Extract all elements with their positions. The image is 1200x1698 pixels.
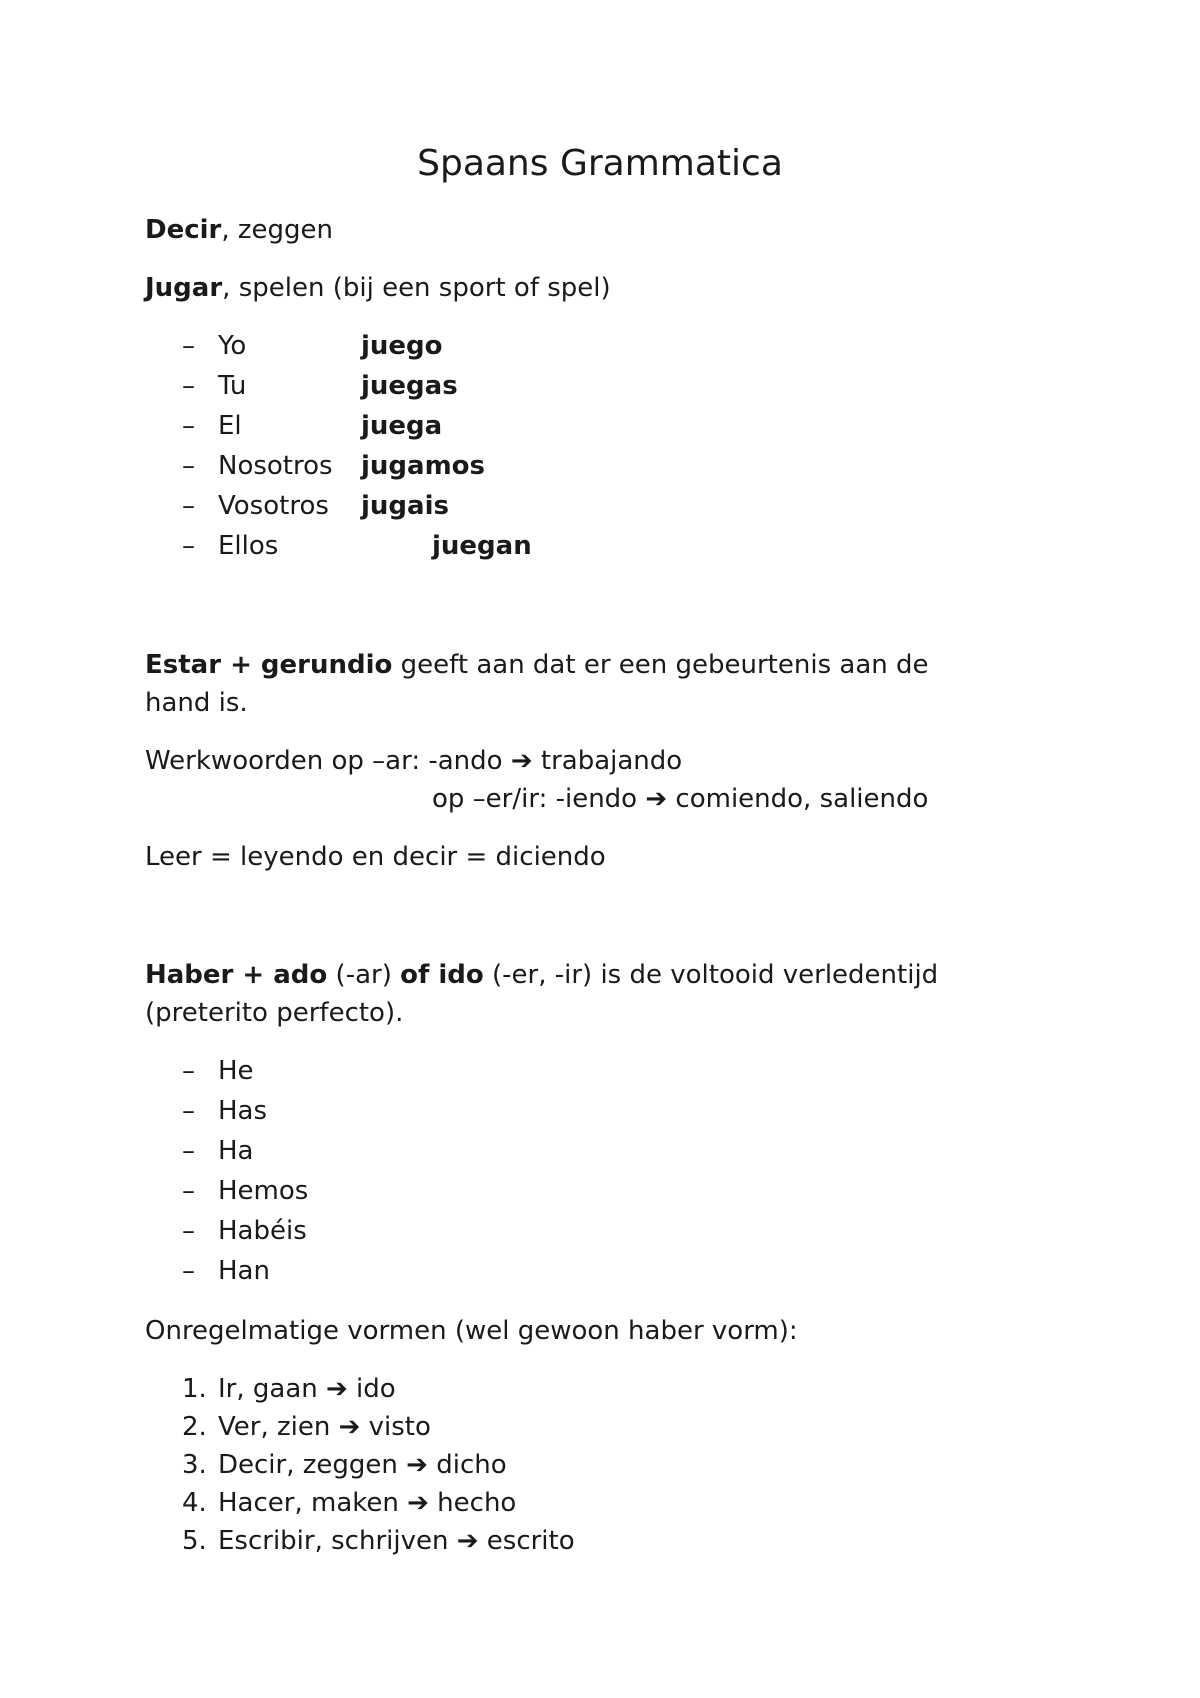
arrow-icon: ➔: [407, 1488, 429, 1518]
list-dash: –: [182, 1256, 195, 1286]
arrow-icon: ➔: [406, 1450, 428, 1480]
list-dash: –: [182, 451, 195, 481]
list-item: [218, 1410, 431, 1444]
irregular-verb: Escribir, schrijven: [218, 1526, 457, 1556]
leer-line: Leer = leyendo en decir = diciendo: [145, 842, 606, 872]
list-item: [218, 1372, 396, 1406]
pronoun: El: [218, 411, 242, 441]
verb-form: jugamos: [361, 451, 486, 481]
pronoun: Nosotros: [218, 451, 333, 481]
list-dash: –: [182, 1176, 195, 1206]
irregular-verb: Ver, zien: [218, 1412, 339, 1442]
list-item: [218, 1448, 507, 1482]
list-number: 5.: [182, 1526, 207, 1556]
list-item: [218, 1486, 516, 1520]
pronoun: Ellos: [218, 531, 279, 561]
arrow-icon: ➔: [510, 746, 533, 776]
irregular-participle: escrito: [478, 1526, 575, 1556]
list-dash: –: [182, 1216, 195, 1246]
verb-form: juegas: [361, 371, 458, 401]
irregular-participle: dicho: [427, 1450, 507, 1480]
list-dash: –: [182, 411, 195, 441]
werkwoorden-ar: Werkwoorden op –ar: -ando: [145, 746, 511, 776]
verb-form: juega: [361, 411, 443, 441]
list-item: [218, 1524, 575, 1558]
haber-term-ido: of ido: [400, 960, 484, 990]
arrow-icon: ➔: [456, 1526, 479, 1556]
haber-line-1: [145, 958, 938, 992]
pronoun: Yo: [218, 331, 247, 361]
page-title: Spaans Grammatica: [417, 143, 783, 184]
haber-form: Has: [218, 1096, 268, 1126]
werkwoorden-line-2: [432, 782, 928, 816]
irregular-verb: Ir, gaan: [218, 1374, 326, 1404]
arrow-icon: ➔: [338, 1412, 361, 1442]
verb-form: juego: [361, 331, 443, 361]
list-dash: –: [182, 371, 195, 401]
arrow-icon: ➔: [326, 1374, 348, 1404]
list-number: 1.: [182, 1374, 207, 1404]
jugar-line: [145, 271, 611, 305]
haber-line-2: (preterito perfecto).: [145, 998, 404, 1028]
pronoun: Tu: [218, 371, 247, 401]
haber-form: Han: [218, 1256, 270, 1286]
werkwoorden-erir-example: comiendo, saliendo: [667, 784, 929, 814]
list-number: 3.: [182, 1450, 207, 1480]
werkwoorden-line-1: [145, 744, 682, 778]
list-dash: –: [182, 1136, 195, 1166]
verb-form: juegan: [432, 531, 532, 561]
list-number: 2.: [182, 1412, 207, 1442]
haber-ar: (-ar): [327, 960, 401, 990]
estar-line-2: hand is.: [145, 688, 248, 718]
irregular-participle: ido: [347, 1374, 396, 1404]
haber-form: He: [218, 1056, 254, 1086]
irregular-verb: Decir, zeggen: [218, 1450, 407, 1480]
verb-form: jugais: [361, 491, 449, 521]
werkwoorden-erir: op –er/ir: -iendo: [432, 784, 646, 814]
list-dash: –: [182, 331, 195, 361]
list-dash: –: [182, 531, 195, 561]
estar-line-1: [145, 648, 929, 682]
onregelmatige-heading: Onregelmatige vormen (wel gewoon haber vorm):: [145, 1316, 798, 1346]
werkwoorden-ar-example: trabajando: [532, 746, 683, 776]
haber-form: Ha: [218, 1136, 254, 1166]
decir-meaning: , zeggen: [221, 215, 334, 245]
jugar-meaning: , spelen (bij een sport of spel): [222, 273, 611, 303]
pronoun: Vosotros: [218, 491, 329, 521]
haber-form: Habéis: [218, 1216, 307, 1246]
irregular-verb: Hacer, maken: [218, 1488, 408, 1518]
list-dash: –: [182, 491, 195, 521]
decir-term: Decir: [145, 215, 222, 245]
haber-explanation: (-er, -ir) is de voltooid verledentijd: [483, 960, 939, 990]
arrow-icon: ➔: [645, 784, 668, 814]
haber-term-ado: Haber + ado: [145, 960, 328, 990]
list-dash: –: [182, 1056, 195, 1086]
estar-term: Estar + gerundio: [145, 650, 393, 680]
irregular-participle: visto: [360, 1412, 431, 1442]
list-number: 4.: [182, 1488, 207, 1518]
list-dash: –: [182, 1096, 195, 1126]
estar-explanation: geeft aan dat er een gebeurtenis aan de: [392, 650, 929, 680]
decir-line: [145, 213, 333, 247]
haber-form: Hemos: [218, 1176, 309, 1206]
irregular-participle: hecho: [428, 1488, 517, 1518]
jugar-term: Jugar: [145, 273, 223, 303]
